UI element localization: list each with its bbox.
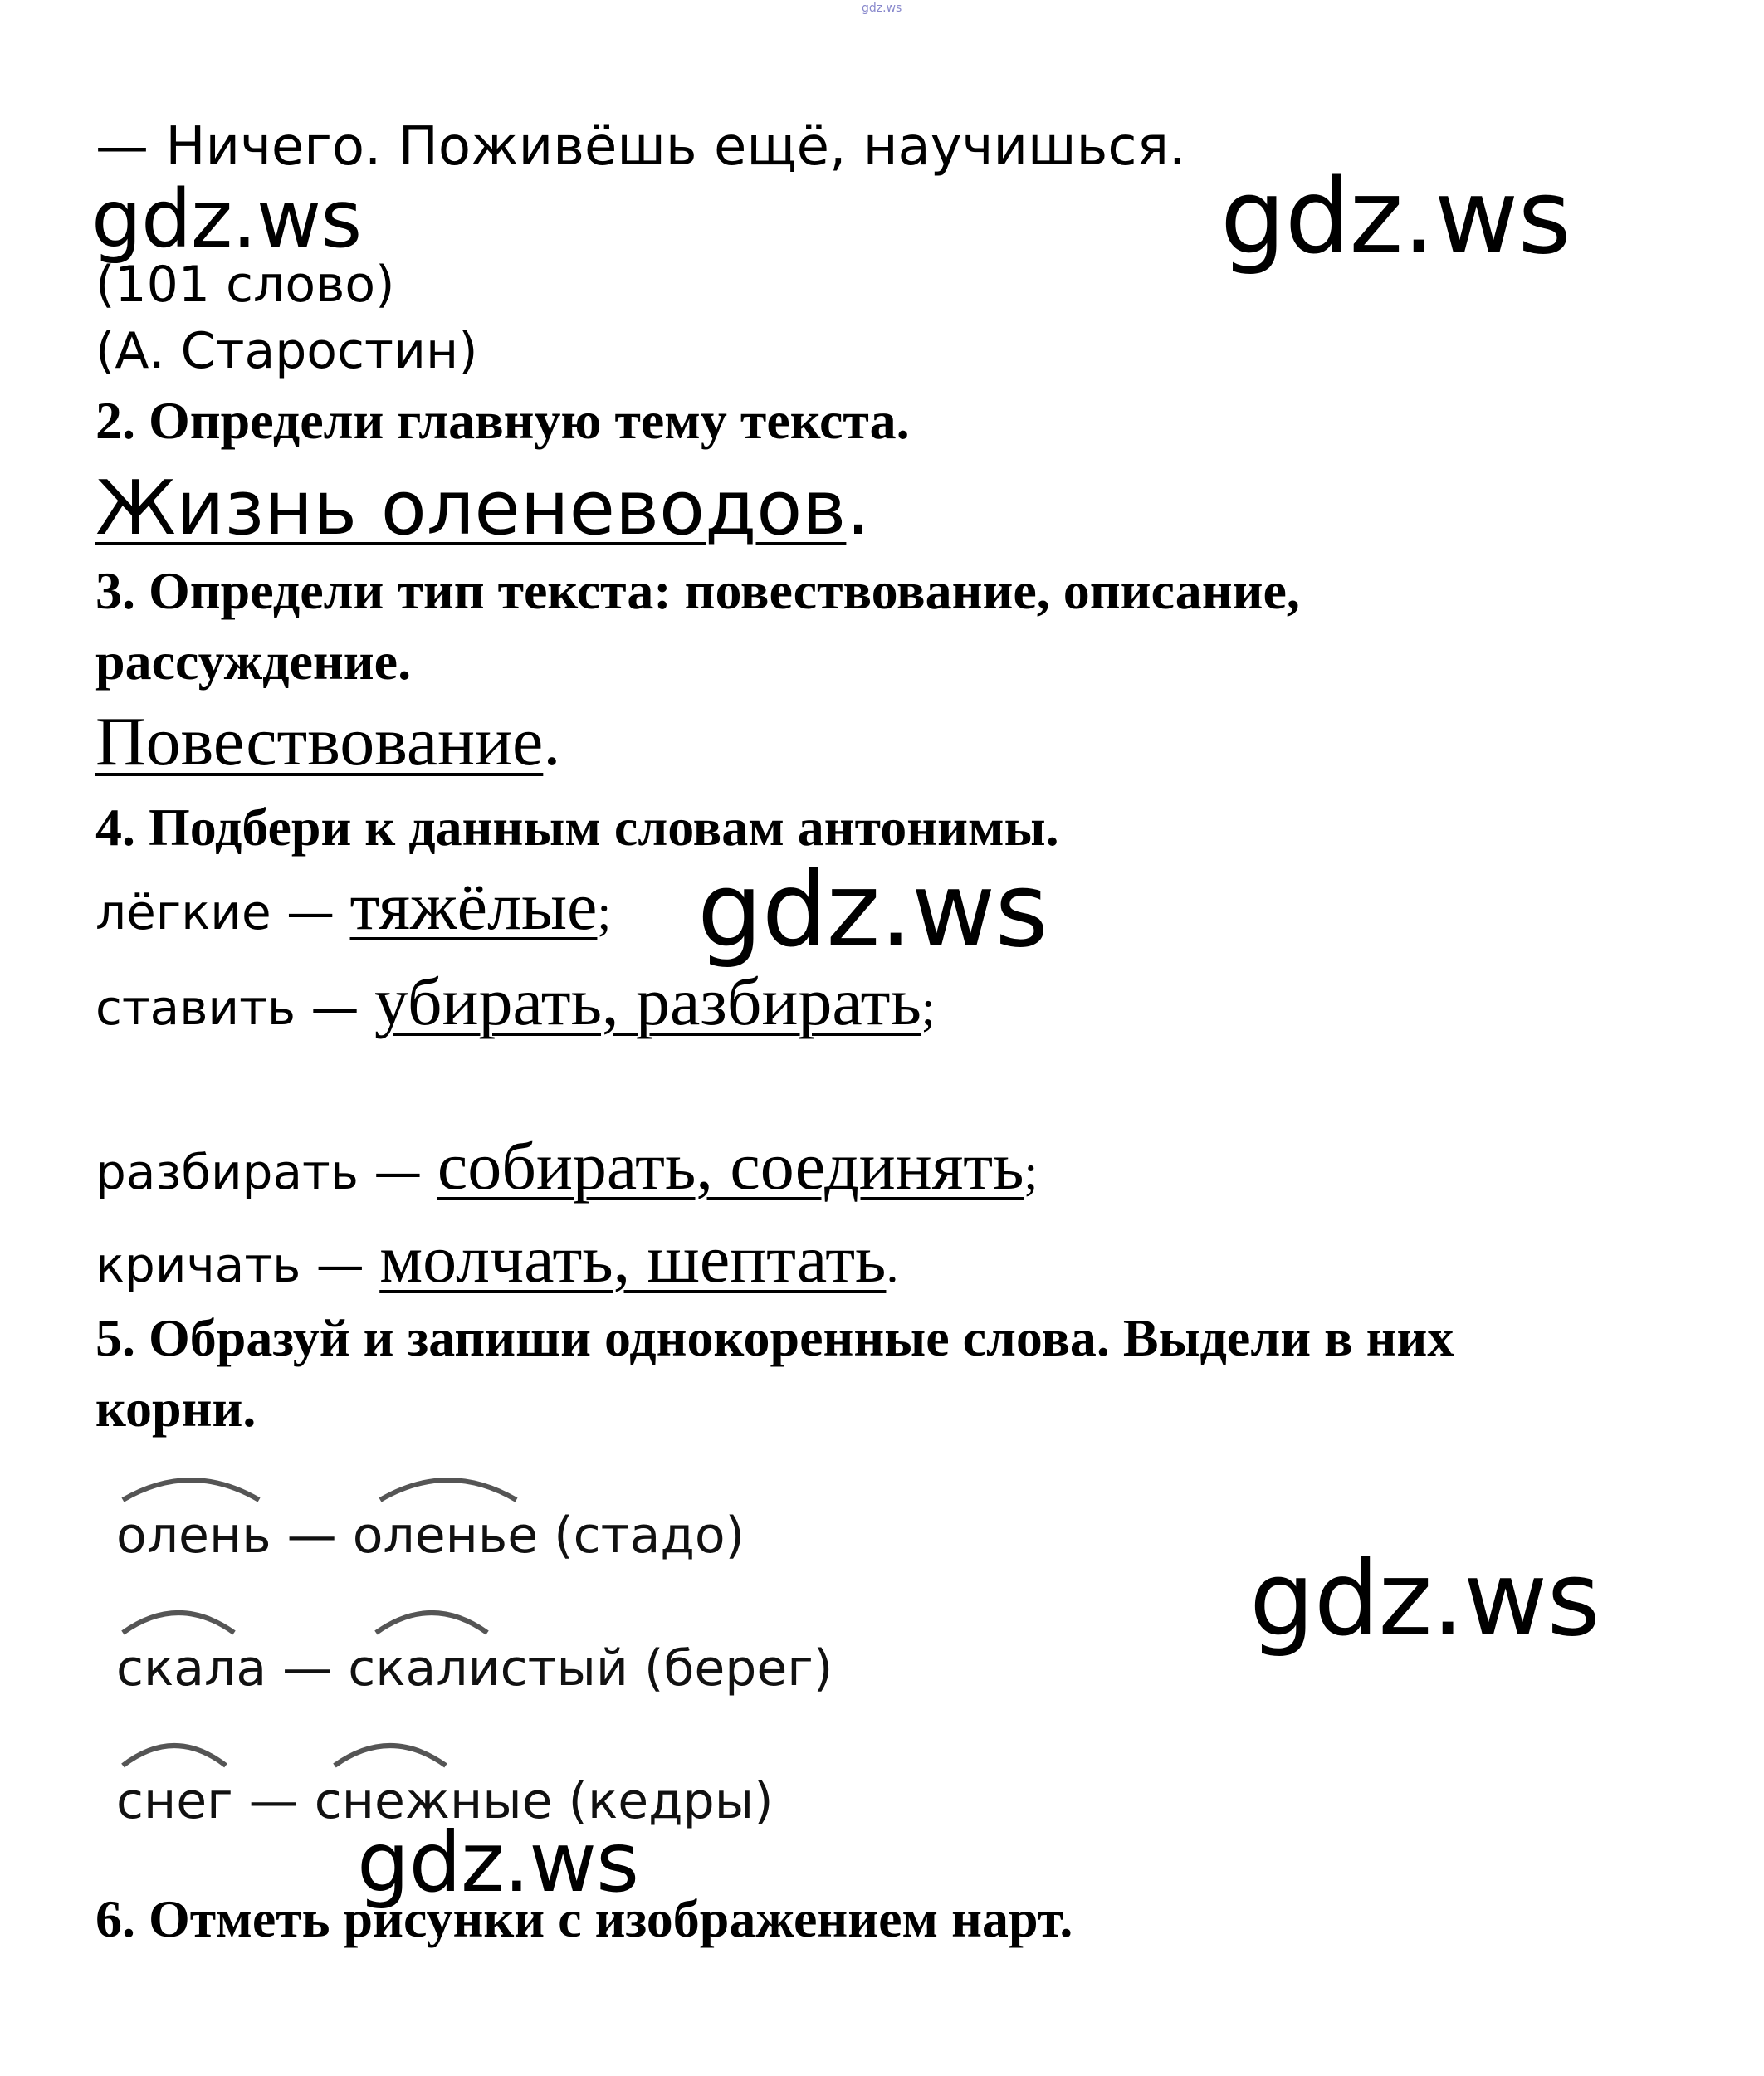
task2-answer-line bbox=[95, 465, 870, 552]
task5-question-line1: 5. Образуй и запиши однокоренные слова. Выдели в них bbox=[95, 1308, 1454, 1367]
task5-question-line2: корни. bbox=[95, 1379, 257, 1438]
watermark-top: gdz.ws bbox=[862, 2, 902, 15]
antonym-answer: тяжёлые bbox=[349, 868, 598, 944]
antonym-word: лёгкие — bbox=[95, 884, 350, 940]
watermark-5: gdz.ws bbox=[357, 1814, 639, 1911]
watermark-1: gdz.ws bbox=[91, 173, 362, 266]
root-arc-icon bbox=[116, 1598, 241, 1639]
root-arc-icon bbox=[369, 1598, 494, 1639]
watermark-3: gdz.ws bbox=[697, 851, 1048, 970]
antonym-row-1 bbox=[95, 867, 611, 945]
antonym-row-4 bbox=[95, 1220, 898, 1298]
root-row-3: снег — снежные (кедры) bbox=[116, 1772, 774, 1830]
author: (А. Старостин) bbox=[95, 322, 478, 380]
task3-question-line1: 3. Определи тип текста: повествование, описание, bbox=[95, 561, 1300, 620]
antonym-row-2 bbox=[95, 963, 936, 1041]
antonym-punct: ; bbox=[921, 980, 936, 1035]
watermark-4: gdz.ws bbox=[1249, 1540, 1600, 1659]
intro-line: — Ничего. Поживёшь ещё, научишься. bbox=[95, 116, 1186, 178]
antonym-row-3 bbox=[95, 1127, 1038, 1205]
root-arc-icon bbox=[328, 1731, 452, 1772]
antonym-word: ставить — bbox=[95, 979, 374, 1036]
root-arc-icon bbox=[116, 1465, 266, 1507]
root-row-1: олень — оленье (стадо) bbox=[116, 1507, 745, 1565]
task2-punct: . bbox=[846, 465, 871, 552]
antonym-punct: . bbox=[886, 1238, 899, 1292]
antonym-word: кричать — bbox=[95, 1237, 380, 1293]
antonym-word: разбирать — bbox=[95, 1144, 437, 1200]
word-count: (101 слово) bbox=[95, 256, 395, 314]
antonym-answer: молчать, шептать bbox=[379, 1221, 887, 1297]
task3-answer-line bbox=[95, 701, 560, 782]
antonym-answer: собирать, соединять bbox=[437, 1128, 1024, 1204]
antonym-answer: убирать, разбирать bbox=[374, 964, 921, 1039]
task6-question: 6. Отметь рисунки с изображением нарт. bbox=[95, 1889, 1073, 1948]
antonym-punct: ; bbox=[597, 885, 612, 940]
task4-question: 4. Подбери к данным словам антонимы. bbox=[95, 798, 1059, 857]
task2-answer: Жизнь оленеводов bbox=[95, 465, 847, 552]
watermark-2: gdz.ws bbox=[1220, 158, 1571, 277]
task3-punct: . bbox=[543, 703, 561, 780]
antonym-punct: ; bbox=[1024, 1145, 1038, 1199]
task2-question: 2. Определи главную тему текста. bbox=[95, 391, 910, 450]
task3-question-line2: рассуждение. bbox=[95, 632, 412, 691]
task3-answer: Повествование bbox=[95, 703, 544, 780]
root-row-2: скала — скалистый (берег) bbox=[116, 1639, 833, 1697]
root-arc-icon bbox=[374, 1465, 523, 1507]
root-arc-icon bbox=[116, 1731, 232, 1772]
